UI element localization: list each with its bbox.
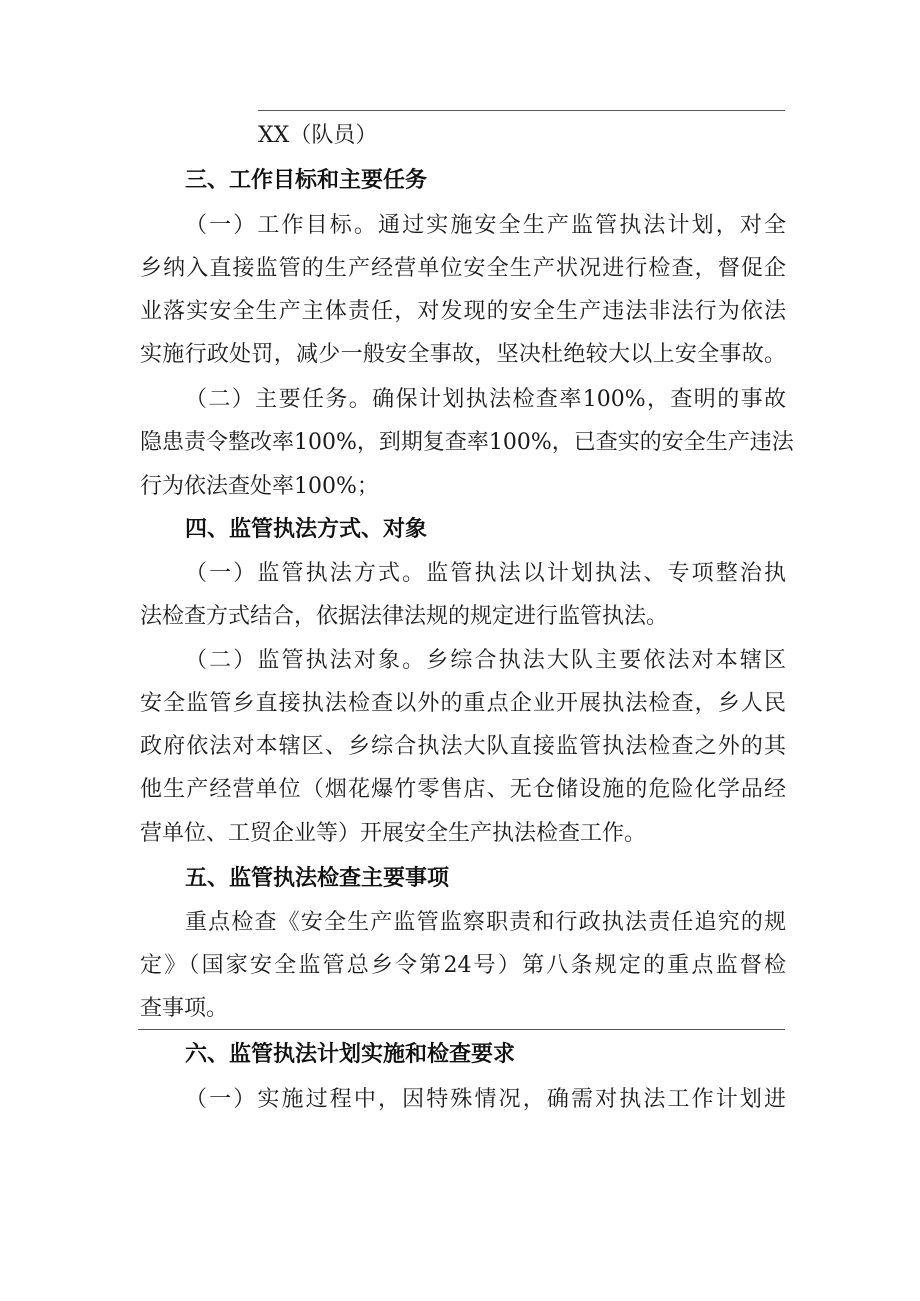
paragraph-line: 营单位、工贸企业等）开展安全生产执法检查工作。 bbox=[140, 821, 647, 846]
paragraph-line: （一）实施过程中，因特殊情况，确需对执法工作计划进 bbox=[185, 1087, 786, 1112]
paragraph-line: （一）监管执法方式。监管执法以计划执法、专项整治执 bbox=[185, 561, 786, 586]
paragraph-line: 安全监管乡直接执法检查以外的重点企业开展执法检查，乡人民 bbox=[140, 691, 786, 716]
paragraph-line: 行为依法查处率100%； bbox=[140, 474, 379, 499]
paragraph-line: （一）工作目标。通过实施安全生产监管执法计划，对全 bbox=[185, 213, 786, 238]
paragraph-line: 定》（国家安全监管总乡令第24号）第八条规定的重点监督检 bbox=[140, 953, 786, 978]
section-divider-line bbox=[138, 1029, 785, 1030]
paragraph-line: 查事项。 bbox=[140, 996, 229, 1021]
paragraph-line: （二）主要任务。确保计划执法检查率100%，查明的事故 bbox=[185, 387, 786, 412]
paragraph-line: 实施行政处罚，减少一般安全事故，坚决杜绝较大以上安全事故。 bbox=[140, 342, 786, 367]
paragraph-line: 法检查方式结合，依据法律法规的规定进行监管执法。 bbox=[140, 604, 669, 629]
paragraph-line: 重点检查《安全生产监管监察职责和行政执法责任追究的规 bbox=[185, 910, 786, 935]
member-line: XX（队员） bbox=[258, 123, 378, 148]
section-heading-four: 四、监管执法方式、对象 bbox=[185, 517, 428, 542]
paragraph-line: 乡纳入直接监管的生产经营单位安全生产状况进行检查，督促企 bbox=[140, 256, 786, 281]
section-heading-five: 五、监管执法检查主要事项 bbox=[185, 866, 450, 891]
top-divider-line bbox=[258, 110, 785, 111]
paragraph-line: 政府依法对本辖区、乡综合执法大队直接监管执法检查之外的其 bbox=[140, 734, 786, 759]
section-heading-six: 六、监管执法计划实施和检查要求 bbox=[185, 1042, 516, 1067]
paragraph-line: 他生产经营单位（烟花爆竹零售店、无仓储设施的危险化学品经 bbox=[140, 777, 786, 802]
paragraph-line: 隐患责令整改率100%，到期复查率100%，已查实的安全生产违法 bbox=[140, 430, 794, 455]
paragraph-line: 业落实安全生产主体责任，对发现的安全生产违法非法行为依法 bbox=[140, 299, 786, 324]
paragraph-line: （二）监管执法对象。乡综合执法大队主要依法对本辖区 bbox=[185, 648, 786, 673]
section-heading-three: 三、工作目标和主要任务 bbox=[185, 168, 428, 193]
